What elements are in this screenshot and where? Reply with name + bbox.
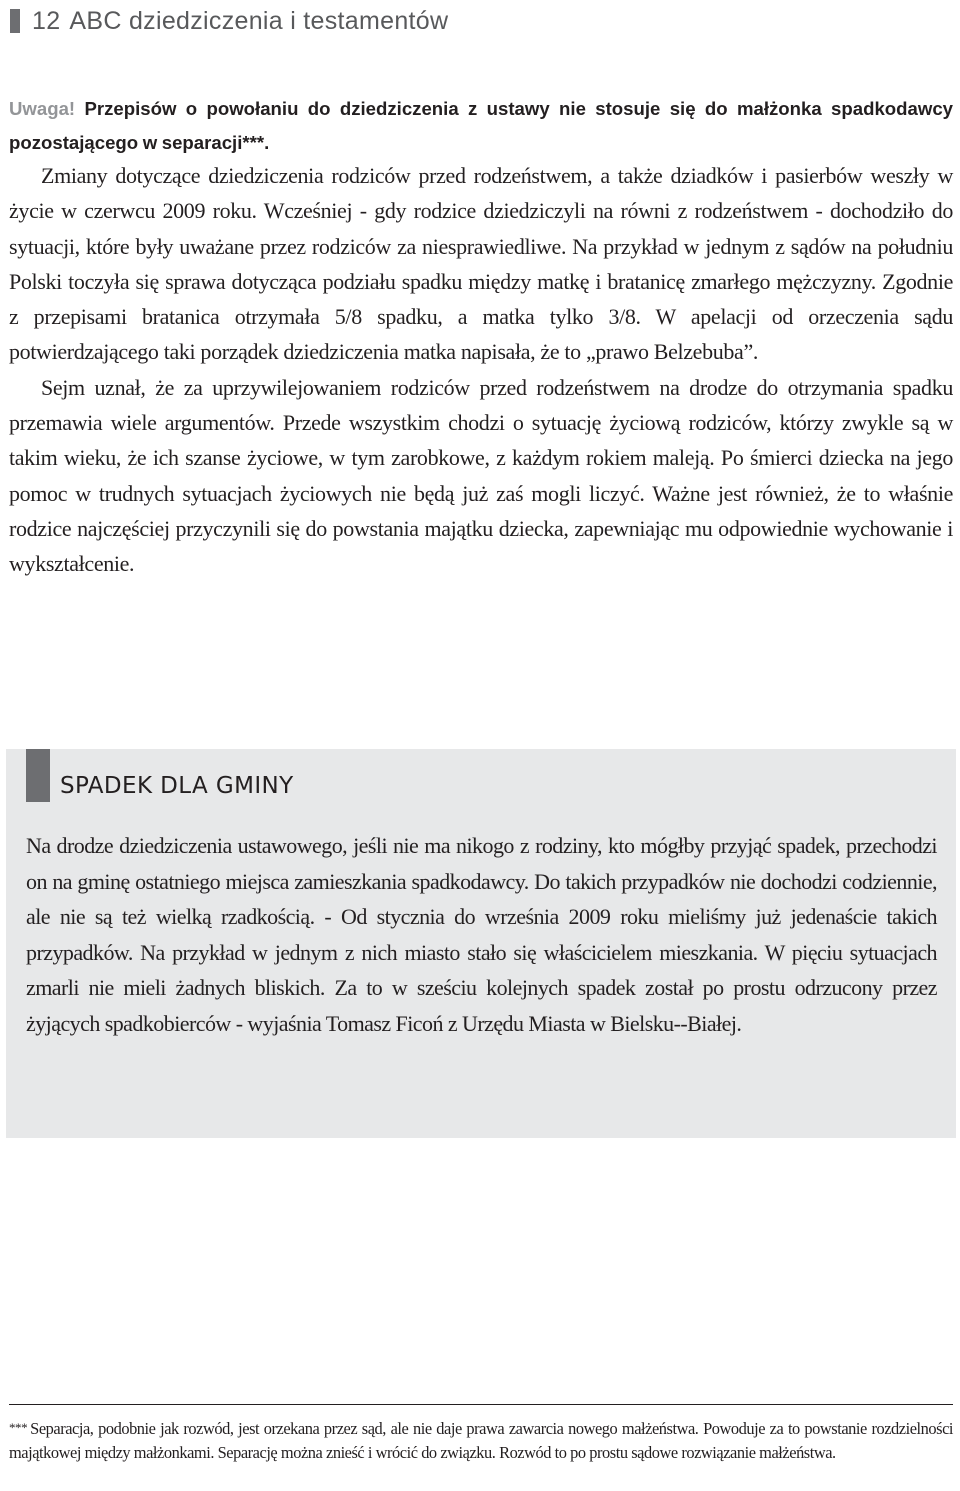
footnote-text: Separacja, podobnie jak rozwód, jest orzekana przez sąd, ale nie daje prawa zawarcia nowego małżeństwa. Powoduje za to powstanie rozdzielności majątkowej między małżonkami. Separację można znieść i wrócić do związku. Rozwód to po prostu sądowe rozwiązanie małżeństwa. [9, 1419, 953, 1462]
sidebar-box [6, 749, 956, 1138]
footnote-divider [9, 1404, 953, 1405]
warning-lead [9, 92, 953, 160]
warning-label: Uwaga! [9, 98, 76, 119]
page-number: 12 [32, 6, 61, 35]
footnote [9, 1416, 953, 1464]
footnote-marker: *** [9, 1420, 28, 1435]
article-body [9, 158, 953, 582]
box-text: Na drodze dziedziczenia ustawowego, jeśli nie ma nikogo z rodziny, kto mógłby przyjąć spadek, przechodzi on na gminę ostatniego miejsca zamieszkania spadkodawcy. Do takich przypadków nie dochodzi codziennie, ale nie są też wielką rzadkością. - Od stycznia do września 2009 roku mieliśmy już jedenaście takich przypadków. Na przykład w jednym z nich miasto stało się właścicielem mieszkania. W pięciu sytuacjach zmarli nie mieli żadnych bliskich. Za to w sześciu kolejnych spadek został po prostu odrzucony przez żyjących spadkobierców - wyjaśnia Tomasz Ficoń z Urzędu Miasta w Bielsku-​-Białej. [26, 833, 937, 1036]
box-marker [26, 749, 50, 802]
section-title: ABC dziedziczenia i testamentów [69, 6, 449, 35]
warning-text: Przepisów o powołaniu do dziedziczenia z ustawy nie stosuje się do małżonka spadkodawcy pozostającego w separacji***. [9, 98, 953, 153]
body-paragraph-1: Zmiany dotyczące dziedziczenia rodziców przed rodzeństwem, a także dziadków i pasierbów weszły w życie w czerwcu 2009 roku. Wcześniej - gdy rodzice dziedziczyli na równi z rodzeństwem - dochodziło do sytuacji, które były uważane przez rodziców za niesprawiedliwe. Na przykład w jednym z sądów na południu Polski toczyła się sprawa dotycząca podziału spadku między matkę i bratanicę zmarłego mężczyzny. Zgodnie z przepisami bratanica otrzymała 5/8 spadku, a matka tylko 3/8. W apelacji od orzeczenia sądu potwierdzającego taki porządek dziedziczenia matka napisała, że to „prawo Belzebuba”. [9, 163, 953, 365]
body-paragraph-2: Sejm uznał, że za uprzywilejowaniem rodziców przed rodzeństwem na drodze do otrzymania spadku przemawia wiele argumentów. Przede wszystkim chodzi o sytuację życiową rodziców, którzy zwykle są w takim wieku, że ich szanse życiowe, w tym zarobkowe, z każdym rokiem maleją. Po śmierci dziecka na jego pomoc w trudnych sytuacjach życiowych nie będą już zaś mogli liczyć. Ważne jest również, że to właśnie rodzice najczęściej przyczynili się do powstania majątku dziecka, zapewniając mu odpowiednie wychowanie i wykształcenie. [9, 374, 953, 577]
page-header [10, 6, 448, 36]
header-marker [10, 9, 20, 33]
header-text [32, 7, 448, 36]
box-title: SPADEK DLA GMINY [60, 773, 294, 799]
